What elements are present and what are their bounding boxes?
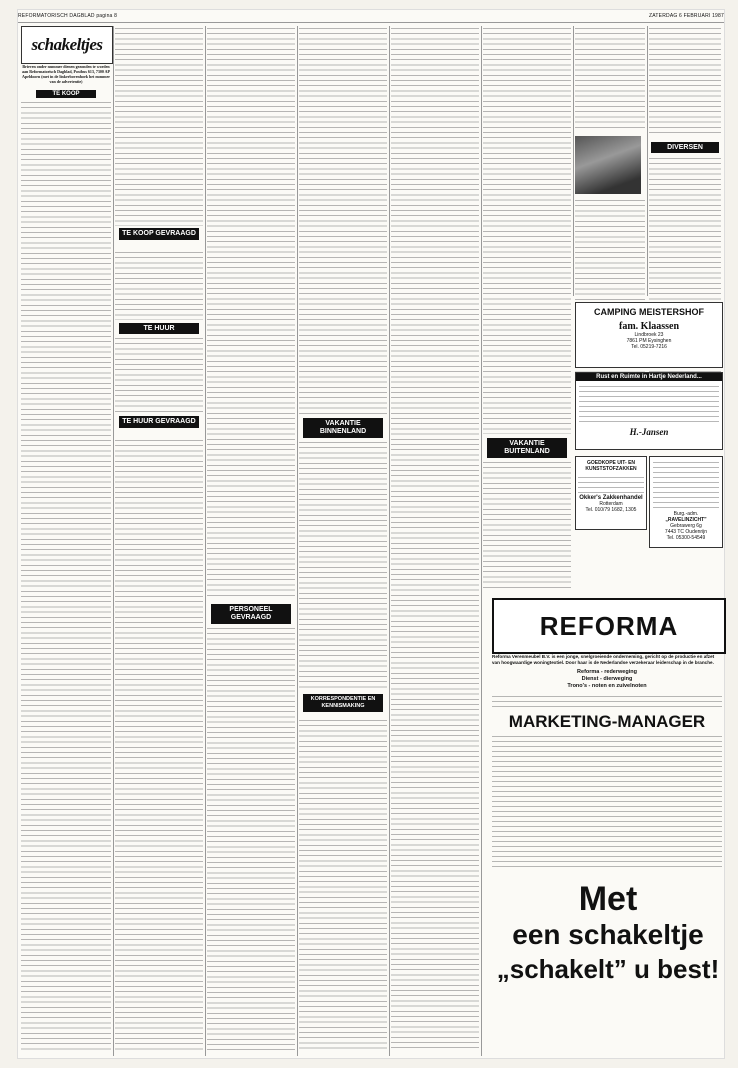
column-7-text-top [575,26,645,132]
ad-burg-city: 7443 TC Oudenrijn [664,529,708,535]
ad-ravelinzicht [649,456,723,548]
schakeltjes-logo [21,26,113,64]
section-te-koop: TE KOOP [36,90,96,98]
column-8-text-top [649,26,721,136]
masthead [18,10,724,23]
ad-burg-name: Burg.-adm. [673,511,699,517]
ad-burg-sub: „RAVELINZICHT” [665,517,707,523]
marketing-manager-title: MARKETING-MANAGER [508,712,706,731]
column-rule [113,26,114,1056]
ad-hardenberg-name: H.-Jansen [629,427,669,437]
section-korrespondentie: KORRESPONDENTIE EN KENNISMAKING [303,694,383,712]
column-rule [481,26,482,1056]
section-personeel-gevraagd: PERSONEEL GEVRAAGD [211,604,291,624]
reforma-sub3: Trono's - noten en zuivelnoten [567,683,647,689]
column-rule [297,26,298,1056]
ad-klaassen-city: 7861 PM Eysinghen [626,338,672,344]
ad-meistershof [575,302,723,368]
section-te-huur: TE HUUR [119,323,199,334]
section-vakantie-binnenland: VAKANTIE BINNENLAND [303,418,383,438]
reforma-intro: Reforma Verenmeubel B.V. is een jonge, snelgroeiende onderneming, gericht op de productie en afzet van hoogwaardige woningtextiel. Door haar is de Nederlandse verzekeraar leiderschap in de branche. [492,654,715,665]
photo-cheers [575,136,641,194]
column-2-text-mid [115,250,203,320]
reforma-sub1: Reforma - rederweging [577,669,637,675]
ad-rust-title: Rust en Ruimte in Hartje Nederland... [576,373,722,381]
column-4-text-bottom [299,718,387,1050]
ad-klaassen-name: fam. Klaassen [619,321,679,332]
ad-klaassen-addr: Lindbroek 23 [634,332,664,338]
ad-okker-name: Okker's Zakkenhandel [579,495,643,501]
met-line-1: Met [578,880,638,918]
column-rule [389,26,390,1056]
ad-okker [575,456,647,530]
column-2-text-huur [115,336,203,414]
column-6-text-bottom [483,460,571,590]
section-vakantie-buitenland: VAKANTIE BUITENLAND [487,438,567,458]
masthead-left: REFORMATORISCH DAGBLAD pagina 8 [18,13,118,19]
met-line-2: een schakeltje [512,919,704,950]
ad-met-een-schakeltje [492,880,724,1055]
ad-klaassen-tel: Tel. 05219-7216 [631,344,667,350]
column-3-text-top [207,26,295,600]
column-4-text-top [299,26,387,414]
met-line-3: „schakelt” u best! [496,954,720,984]
ad-okker-city: Rotterdam [599,501,623,507]
section-te-huur-gevraagd: TE HUUR GEVRAAGD [119,416,199,428]
column-2-text-top [115,26,203,226]
reforma-sub2: Dienst - dierweging [581,676,633,682]
masthead-right: ZATERDAG 6 FEBRUARI 1987 [648,13,724,19]
ad-burg-tel: Tel. 05300-54549 [666,535,706,541]
ad-burg-addr: Gebrawerg 6g [670,523,702,529]
column-rule [647,26,648,296]
column-3-text-bottom [207,626,295,1050]
newspaper-page [18,10,724,1058]
logo-text: schakeltjes [31,35,103,54]
column-6-text-top [483,26,571,434]
section-te-koop-gevraagd: TE KOOP GEVRAAGD [119,228,199,240]
column-2-text-bottom [115,438,203,1050]
intro-text: Brieven onder nummer dienen gezonden te worden aan Reformatorisch Dagblad, Postbus 613, 7300 AP Apeldoorn (met in de linkerbovenhoek het nummer van de advertentie) [21,64,110,84]
column-4-text-mid [299,440,387,690]
column-5-text [391,26,479,1050]
column-1-text [21,100,111,1052]
ad-rust-en-ruimte [575,372,723,450]
section-diversen: DIVERSEN [651,142,719,153]
ad-meistershof-name: CAMPING MEISTERSHOF [593,307,704,317]
ad-okker-title: GOEDKOPE UIT- EN KUNSTSTOFZAKKEN [585,460,637,472]
ad-reforma-text [492,654,722,876]
column-rule [573,26,574,296]
reforma-logo-text: REFORMA [539,610,679,641]
ad-okker-tel: Tel. 010/79 1682, 1305 [585,507,637,513]
ad-reforma-logo [492,598,726,654]
column-rule [205,26,206,1056]
